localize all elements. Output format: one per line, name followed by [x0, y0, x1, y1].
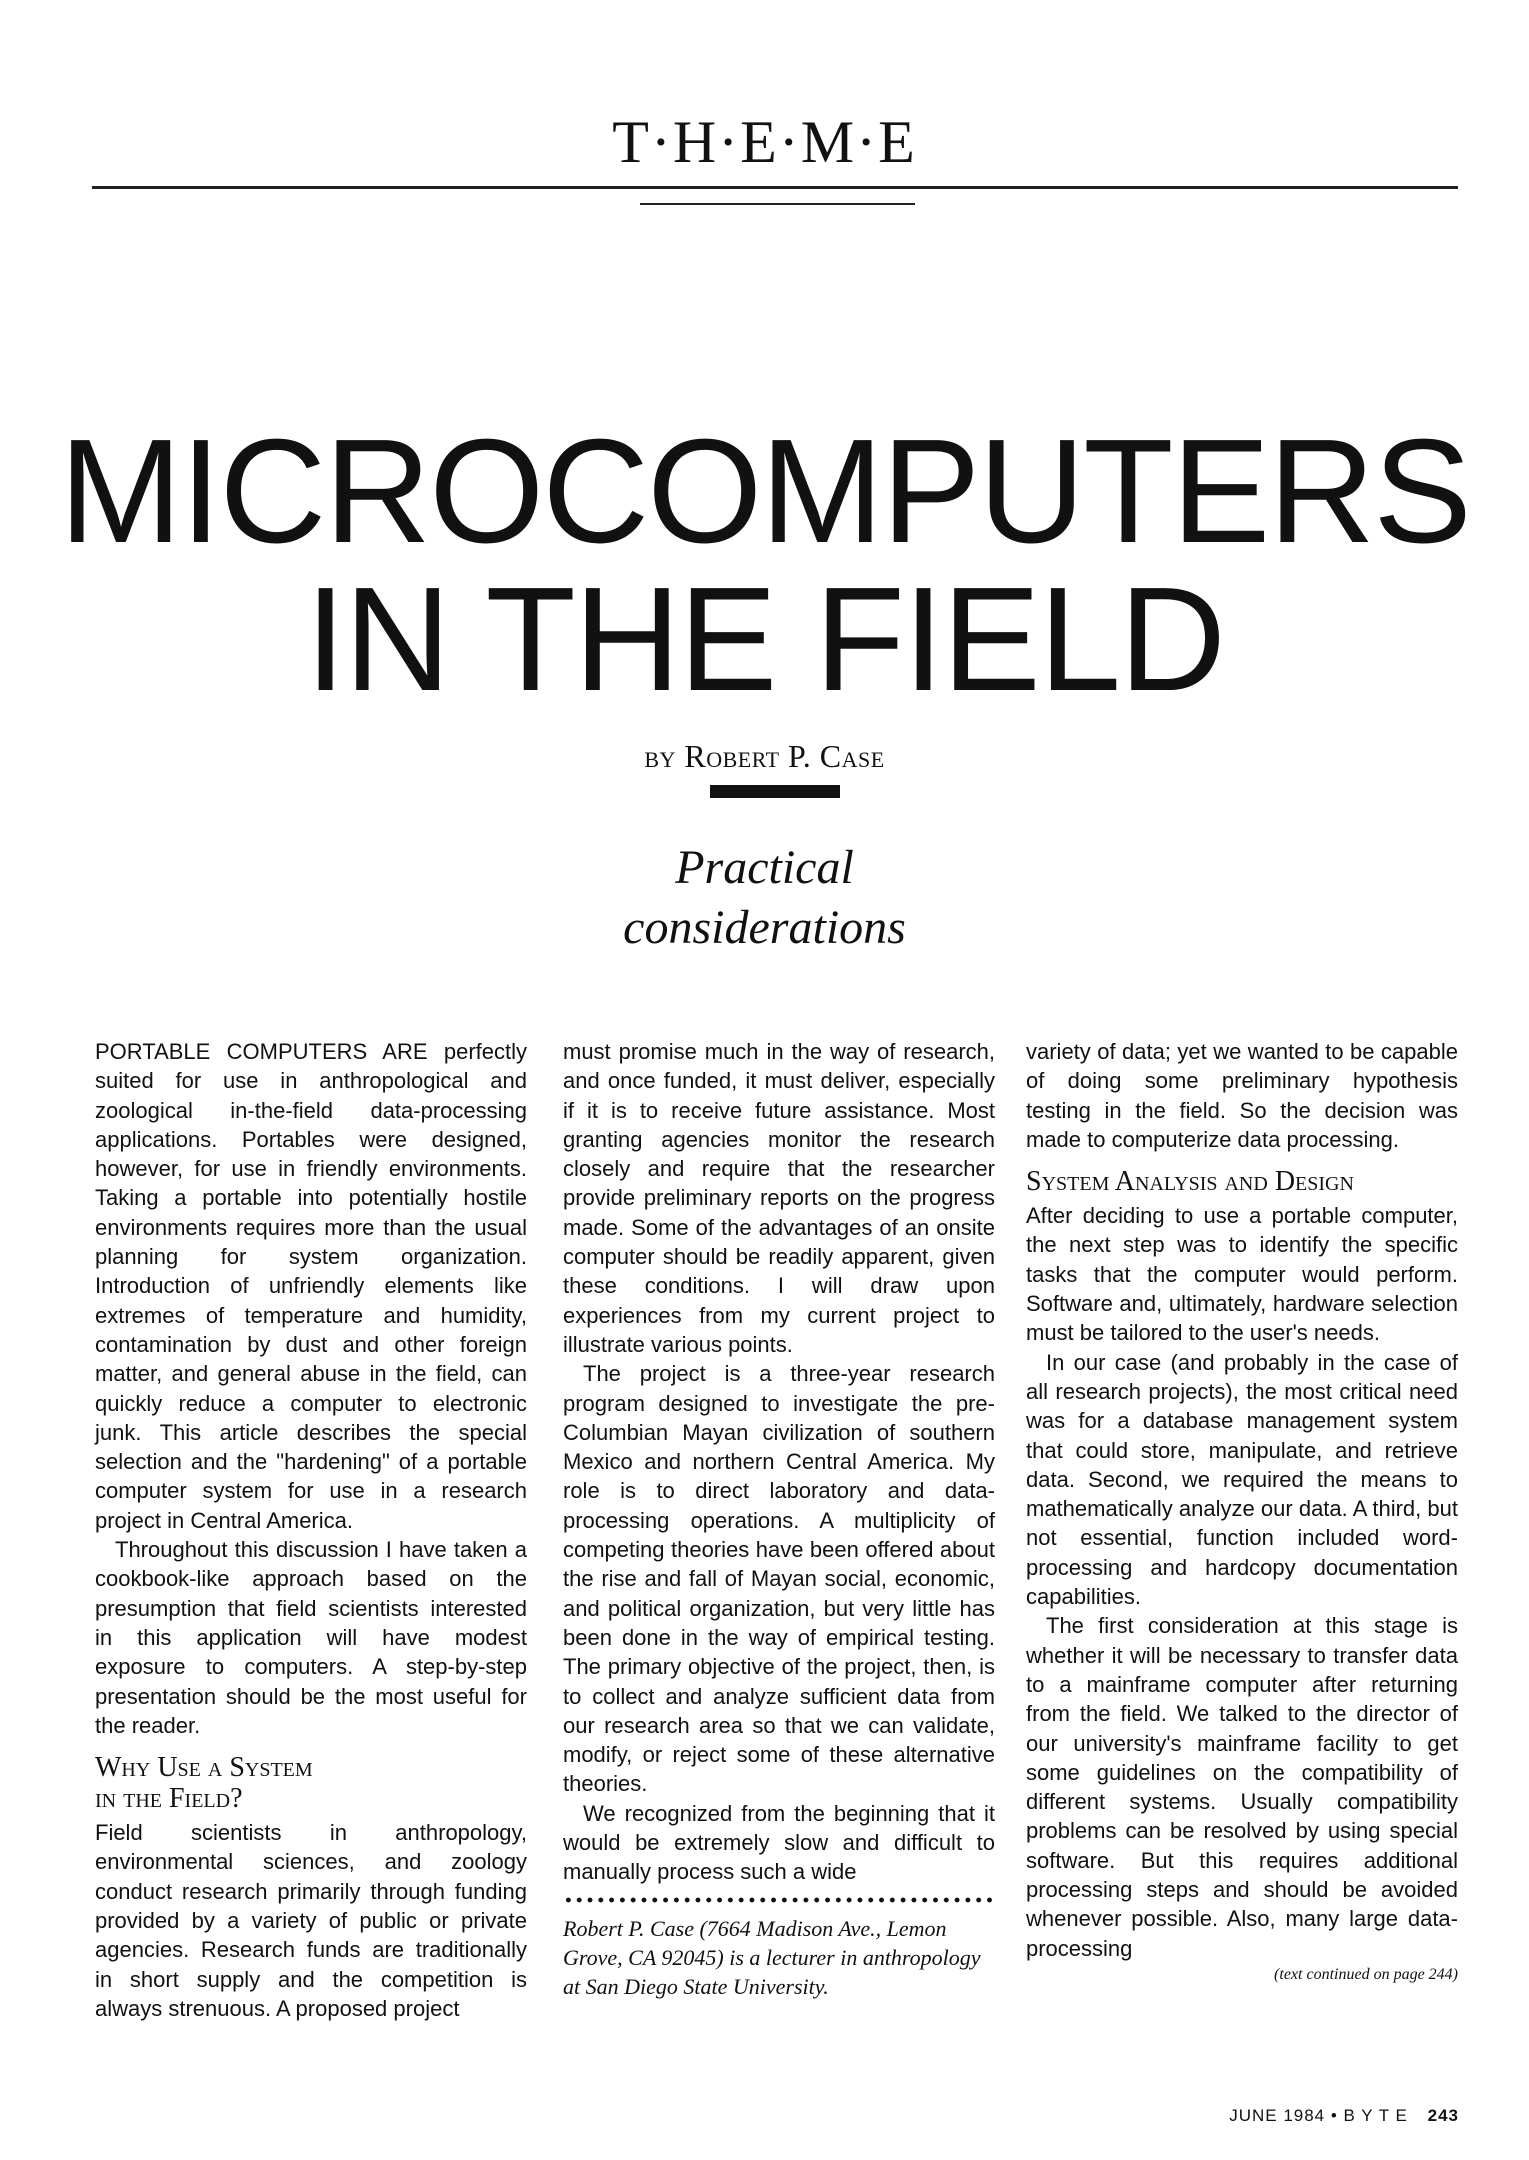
page-number: 243 [1427, 2106, 1459, 2125]
paragraph: We recognized from the beginning that it would be extremely slow and difficult to manually process such a wide [563, 1800, 995, 1885]
paragraph: After deciding to use a portable computer, the next step was to identify the specific tasks that the computer would perform. Software and, ultimately, hardware selection must be tailored to the user's needs. [1026, 1203, 1458, 1346]
paragraph: The project is a three-year research program designed to investigate the pre-Columbian Mayan civilization of southern Mexico and northern Central America. My role is to direct laboratory and data-processing operations. A multiplicity of competing theories have been offered about the rise and fall of Mayan social, economic, and political organization, but very little has been done in the way of empirical testing. The primary objective of the project, then, is to collect and analyze sufficient data from our research area so that we can validate, modify, or reject some of these alternative theories. [563, 1361, 995, 1797]
column-1 [95, 1037, 527, 2023]
author-bio: Robert P. Case (7664 Madison Ave., Lemon Grove, CA 92045) is a lecturer in anthropology at San Diego State University. [563, 1915, 981, 1999]
byline: by Robert P. Case [644, 738, 885, 774]
paragraph: In our case (and probably in the case of all research projects), the most critical need was for a database management system that could store, manipulate, and retrieve data. Second, we required the means to mathematically analyze our data. A third, but not essential, function included word-processing and hardcopy documentation capabilities. [1026, 1349, 1458, 1610]
paragraph: PORTABLE COMPUTERS ARE perfectly suited for use in anthropological and zoological in-the-field data-processing applications. Portables were designed, however, for use in friendly environments. Taking a portable into potentially hostile environments requires more than the usual planning for system organization. Introduction of unfriendly elements like extremes of temperature and humidity, contamination by dust and other foreign matter, and general abuse in the field, can quickly reduce a computer to electronic junk. This article describes the special selection and the "hardening" of a portable computer system for use in a research project in Central America. [95, 1039, 527, 1533]
header-rule [92, 186, 1458, 189]
paragraph: Throughout this discussion I have taken a cookbook-like approach based on the presumption that field scientists interested in this application will have modest exposure to computers. A step-by-step presentation should be the most useful for the reader. [95, 1537, 527, 1738]
header-short-rule [640, 203, 915, 205]
page-footer [1229, 2106, 1459, 2126]
section-heading-line: Why Use a System [95, 1752, 313, 1784]
section-heading-line: in the Field? [95, 1783, 243, 1815]
section-heading-why-use [95, 1752, 527, 1814]
column-2 [563, 1037, 995, 2001]
article-title-line-2: IN THE FIELD [305, 557, 1224, 722]
paragraph: variety of data; yet we wanted to be capable of doing some preliminary hypothesis testing in the field. So the decision was made to computerize data processing. [1026, 1039, 1458, 1152]
article-title-line-1: MICROCOMPUTERS [59, 409, 1470, 574]
paragraph: must promise much in the way of research, and once funded, it must deliver, especially if it is to receive future assistance. Most granting agencies monitor the research closely and require that the researcher provide preliminary reports on the progress made. Some of the advantages of an onsite computer should be readily apparent, given these conditions. I will draw upon experiences from my current project to illustrate various points. [563, 1039, 995, 1357]
paragraph: The first consideration at this stage is whether it will be necessary to transfer data to a mainframe computer after returning from the field. We talked to the director of our university's mainframe facility to get some guidelines on the compatibility of different systems. Usually compatibility problems can be resolved by using special software. But this requires additional processing steps and should be avoided whenever possible. Also, many large data-processing [1026, 1613, 1458, 1961]
deck-line-2: considerations [623, 901, 906, 954]
continued-note: (text continued on page 244) [1274, 1965, 1458, 1983]
dotted-rule [563, 1894, 995, 1906]
deck-line-1: Practical [675, 841, 854, 894]
byline-bar [710, 785, 840, 798]
deck [0, 838, 1529, 958]
theme-label: T·H·E·M·E [612, 109, 917, 175]
section-heading-system-analysis: System Analysis and Design [1026, 1166, 1354, 1198]
column-3 [1026, 1037, 1458, 1987]
paragraph: Field scientists in anthropology, environmental sciences, and zoology conduct research primarily through funding provided by a variety of public or private agencies. Research funds are traditionally in short supply and the competition is always strenuous. A proposed project [95, 1820, 527, 2021]
issue-label: JUNE 1984 • B Y T E [1229, 2106, 1408, 2125]
